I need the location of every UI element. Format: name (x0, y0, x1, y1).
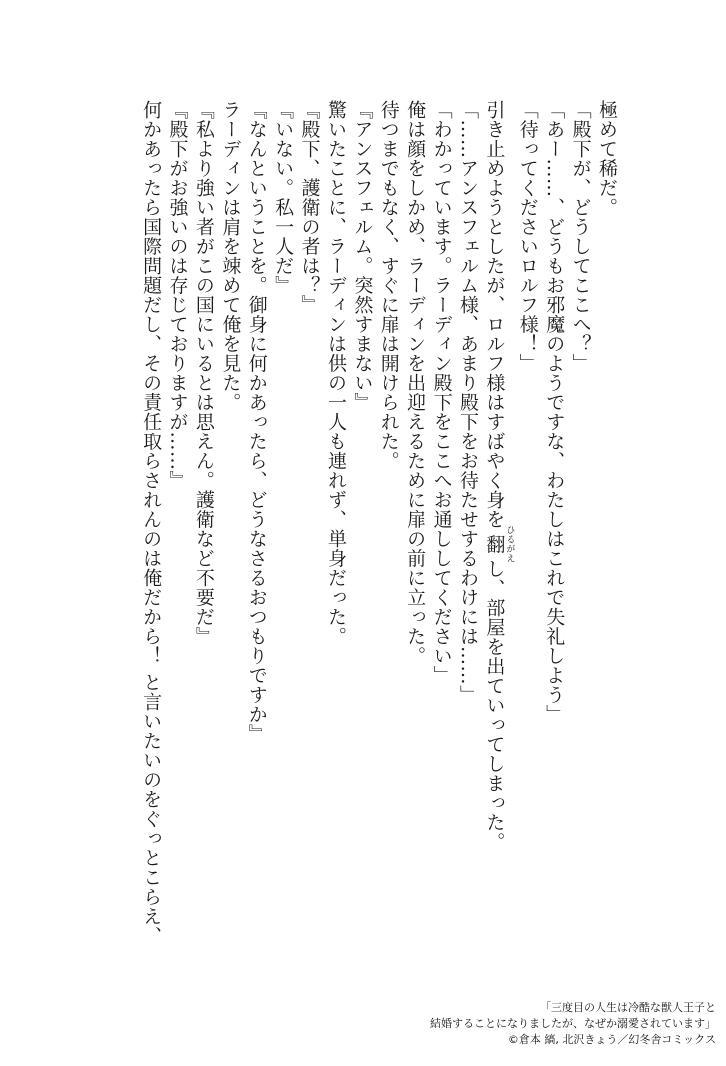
caption-title-line-2: 結婚することになりましたが、なぜか溺愛されています」 (430, 1017, 716, 1030)
text-line: ラーディンは肩を竦めて俺を見た。 (219, 100, 242, 412)
text-line: 「待ってくださいロルフ様！」 (516, 100, 539, 373)
vertical-text-body (70, 100, 620, 946)
text-line: 「わかっています。ラーディン殿下をここへお通ししてください」 (430, 100, 453, 685)
text-line: 『私より強い者がこの国にいるとは思えん。護衛など不要だ』 (192, 100, 215, 646)
text-line: 『殿下、護衛の者は？』 (298, 100, 321, 315)
text-line: 待つまでもなく、すぐに扉は開けられた。 (377, 100, 400, 471)
text-line: 『アンスフェルム。突然すまない』 (351, 100, 374, 412)
text-line: 引き止めようとしたが、ロルフ様はすばやく身を翻 ひるがえし、部屋を出ていってしまった。 (483, 100, 515, 852)
text-line: 極めて稀だ。 (596, 100, 618, 217)
caption-copyright: ©倉本 縞, 北沢きょう／幻冬舎コミックス (507, 1033, 716, 1046)
text-line: 俺は顔をしかめ、ラーディンを出迎えるために扉の前に立った。 (404, 100, 427, 666)
caption-title-line-1: 「三度目の人生は冷酷な獣人王子と (540, 1001, 716, 1014)
copyright-caption (376, 1000, 716, 1048)
text-line: 何かあったら国際問題だし、その責任取らされんのは俺だから！ と言いたいのをぐっとこらえ、 (140, 100, 163, 946)
furigana-ruby: 翻 ひるがえ (483, 525, 515, 563)
text-line: 『いない。私一人だ』 (272, 100, 295, 295)
text-line: 驚いたことに、ラーディンは供の一人も連れず、単身だった。 (324, 100, 347, 646)
text-line: 「あー……、どうもお邪魔のようですな、わたしはこれで失礼しよう」 (543, 100, 566, 724)
text-line: 「……アンスフェルム様、あまり殿下をお待たせするわけには……」 (456, 100, 479, 705)
text-line: 『なんということを。御身に何かあったら、どうなさるおつもりですか』 (245, 100, 268, 744)
text-line: 「殿下が、どうしてここへ？」 (569, 100, 592, 373)
text-line: 『殿下がお強いのは存じておりますが……』 (166, 100, 189, 490)
furigana-reading: ひるがえ (504, 525, 515, 563)
